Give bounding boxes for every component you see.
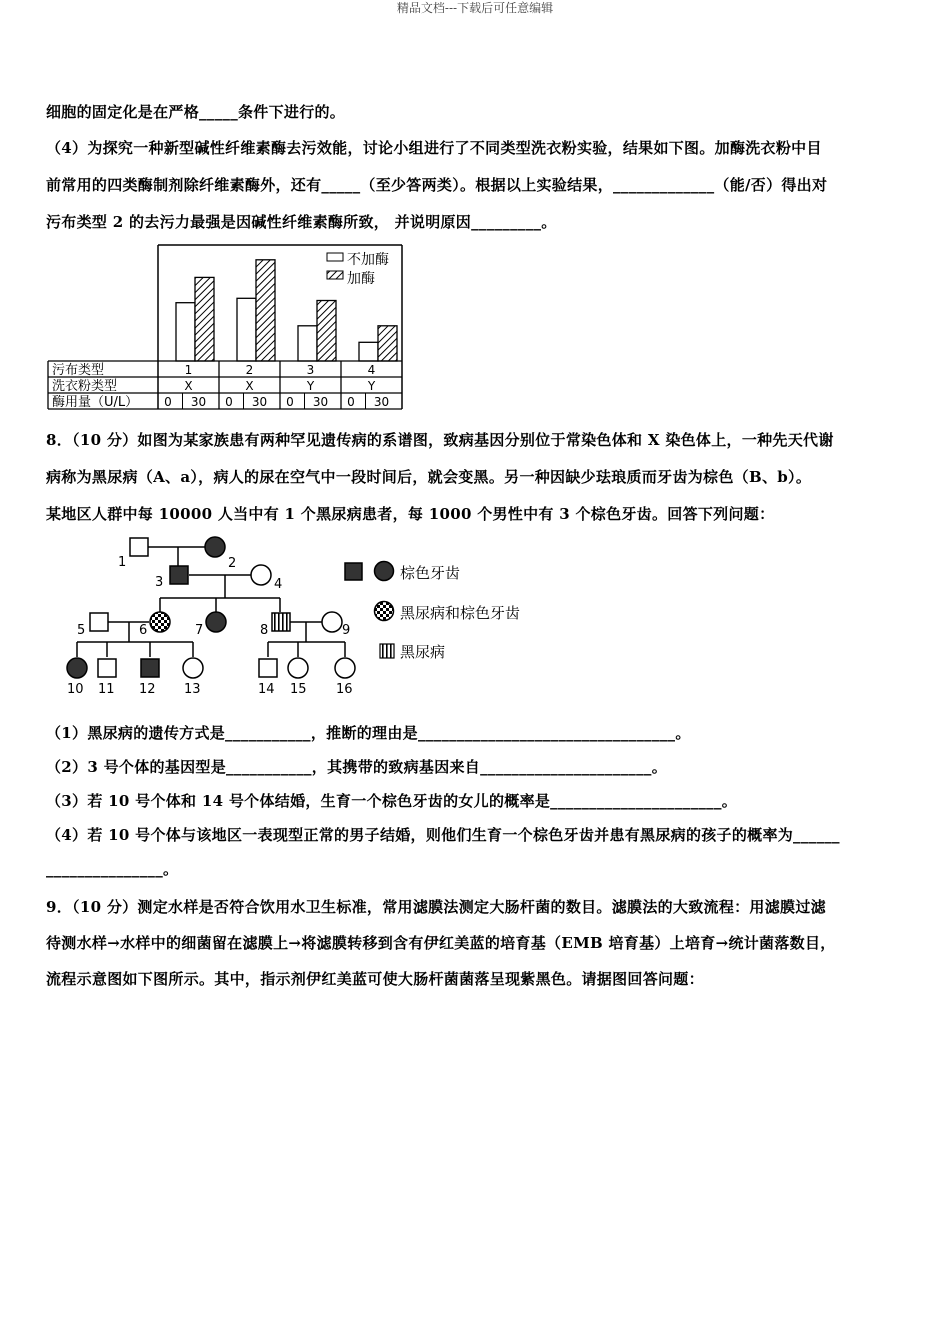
table-cell-enzyme: 0 — [347, 395, 355, 409]
individual-3 — [170, 566, 188, 584]
individual-9 — [322, 612, 342, 632]
bar-enzyme-4 — [378, 326, 397, 361]
text-line: 9．（10 分）测定水样是否符合饮用水卫生标准，常用滤膜法测定大肠杆菌的数目。滤膜法的大致流程：用滤膜过滤 — [46, 898, 826, 916]
table-row-label: 酶用量（U/L） — [52, 395, 139, 410]
individual-5 — [90, 613, 108, 631]
pedigree-chart — [50, 530, 570, 700]
pedigree-legend — [345, 562, 520, 662]
text-line: 细胞的固定化是在严格_____条件下进行的。 — [46, 103, 346, 121]
table-cell-enzyme: 30 — [251, 395, 268, 409]
text-line: 待测水样→水样中的细菌留在滤膜上→将滤膜转移到含有伊红美蓝的培育基（EMB 培育基）上培育→统计菌落数目， — [46, 934, 836, 952]
individual-number: 10 — [67, 682, 84, 697]
legend-label: 黑尿病和棕色牙齿 — [400, 604, 521, 622]
individual-1 — [130, 538, 148, 556]
table-row-label: 洗衣粉类型 — [52, 379, 118, 394]
pedigree-individuals — [67, 537, 355, 678]
text-line: （4）若 10 号个体与该地区一表现型正常的男子结婚，则他们生育一个棕色牙齿并患有黑尿病的孩子的概率为______ — [46, 826, 840, 844]
legend-label: 加酶 — [347, 271, 375, 287]
individual-number: 4 — [274, 577, 283, 592]
individual-6 — [150, 612, 170, 632]
legend-female-affected — [375, 562, 394, 581]
individual-number: 3 — [155, 575, 164, 590]
page-header: 精品文档---下载后可任意编辑 — [396, 1, 554, 15]
table-cell-detergent: Y — [367, 379, 376, 393]
table-cell-enzyme: 0 — [225, 395, 233, 409]
legend-swatch-hatched — [327, 271, 343, 279]
text-line: 污布类型 2 的去污力最强是因碱性纤维素酶所致， 并说明原因_________。 — [46, 213, 557, 231]
table-cell-enzyme: 30 — [190, 395, 207, 409]
individual-16 — [335, 658, 355, 678]
legend-label: 不加酶 — [347, 252, 389, 268]
text-line: _______________。 — [46, 860, 179, 878]
legend-label: 黑尿病 — [400, 643, 446, 661]
text-line: 某地区人群中每 10000 人当中有 1 个黑尿病患者，每 1000 个男性中有 3 个棕色牙齿。回答下列问题： — [46, 505, 775, 523]
individual-number: 8 — [260, 623, 269, 638]
text-line: （4）为探究一种新型碱性纤维素酶去污效能，讨论小组进行了不同类型洗衣粉实验，结果如下图。加酶洗衣粉中目 — [46, 139, 822, 157]
individual-12 — [141, 659, 159, 677]
text-line: （1）黑尿病的遗传方式是___________，推断的理由是_________________________________。 — [46, 724, 691, 742]
bar-no-enzyme-1 — [176, 303, 195, 361]
bar-no-enzyme-4 — [359, 342, 378, 361]
individual-7 — [206, 612, 226, 632]
table-cell-enzyme: 30 — [312, 395, 329, 409]
enzyme-bar-chart — [46, 243, 406, 413]
individual-number: 14 — [258, 682, 275, 697]
table-cell-cloth: 2 — [245, 363, 254, 377]
table-cell-cloth: 1 — [184, 363, 193, 377]
individual-number: 1 — [118, 555, 127, 570]
bar-enzyme-1 — [195, 277, 214, 361]
individual-number: 5 — [77, 623, 86, 638]
individual-number: 7 — [195, 623, 204, 638]
legend-swatch-plain — [327, 253, 343, 261]
legend-both-diseases — [375, 602, 394, 621]
bar-enzyme-3 — [317, 301, 336, 362]
individual-number: 12 — [139, 682, 156, 697]
bar-enzyme-2 — [256, 260, 275, 361]
individual-number: 13 — [184, 682, 201, 697]
text-line: 前常用的四类酶制剂除纤维素酶外，还有_____（至少答两类）。根据以上实验结果，_____________（能/否）得出对 — [46, 176, 828, 194]
legend-male-affected — [345, 563, 362, 580]
table-row-label: 污布类型 — [52, 363, 105, 378]
individual-2 — [205, 537, 225, 557]
individual-number: 6 — [139, 623, 148, 638]
table-cell-cloth: 3 — [306, 363, 315, 377]
text-line: 8．（10 分）如图为某家族患有两种罕见遗传病的系谱图，致病基因分别位于常染色体和 X 染色体上，一种先天代谢 — [46, 431, 834, 449]
individual-11 — [98, 659, 116, 677]
bar-no-enzyme-3 — [298, 326, 317, 361]
table-cell-detergent: X — [184, 379, 193, 393]
individual-number: 11 — [98, 682, 115, 697]
legend-label: 棕色牙齿 — [400, 564, 461, 582]
table-cell-cloth: 4 — [367, 363, 376, 377]
individual-number: 9 — [342, 623, 351, 638]
table-cell-detergent: X — [245, 379, 254, 393]
individual-8 — [272, 613, 290, 631]
chart-legend — [327, 252, 389, 287]
text-line: （2）3 号个体的基因型是___________，其携带的致病基因来自______________________。 — [46, 758, 667, 776]
individual-number: 16 — [336, 682, 353, 697]
individual-15 — [288, 658, 308, 678]
individual-number: 2 — [228, 556, 237, 571]
chart-table — [48, 361, 402, 410]
text-line: （3）若 10 号个体和 14 号个体结婚，生育一个棕色牙齿的女儿的概率是______________________。 — [46, 792, 738, 810]
individual-number: 15 — [290, 682, 307, 697]
table-cell-enzyme: 30 — [373, 395, 390, 409]
legend-alkaptonuria — [380, 644, 394, 658]
table-cell-enzyme: 0 — [286, 395, 294, 409]
text-line: 病称为黑尿病（A、a），病人的尿在空气中一段时间后，就会变黑。另一种因缺少珐琅质而牙齿为棕色（B、b）。 — [46, 468, 812, 486]
text-line: 流程示意图如下图所示。其中，指示剂伊红美蓝可使大肠杆菌菌落呈现紫黑色。请据图回答问题： — [46, 970, 704, 988]
individual-14 — [259, 659, 277, 677]
bar-no-enzyme-2 — [237, 298, 256, 361]
table-cell-detergent: Y — [306, 379, 315, 393]
table-cell-enzyme: 0 — [164, 395, 172, 409]
individual-13 — [183, 658, 203, 678]
individual-10 — [67, 658, 87, 678]
individual-4 — [251, 565, 271, 585]
